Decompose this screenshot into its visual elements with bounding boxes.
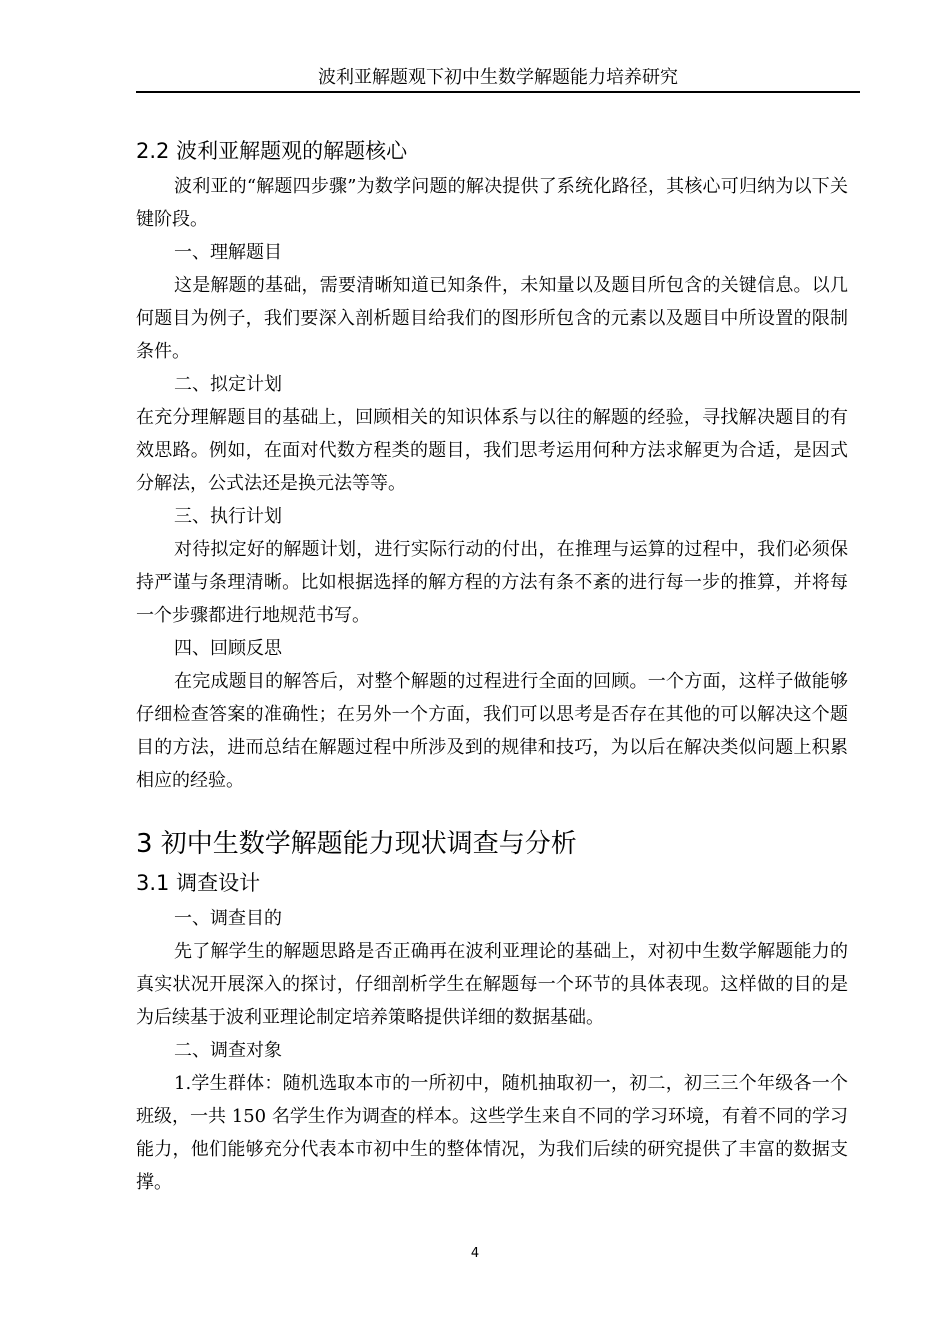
section-3-1-heading: 3.1 调查设计 [136, 871, 261, 895]
page-body [136, 134, 848, 1199]
running-header: 波利亚解题观下初中生数学解题能力培养研究 [318, 67, 678, 88]
object-title: 二、调查对象 [174, 1040, 282, 1061]
page-number: 4 [470, 1246, 480, 1261]
step3-title: 三、执行计划 [174, 506, 282, 527]
object-body: 1.学生群体：随机选取本市的一所初中，随机抽取初一，初二，初三三个年级各一个班级，一共 150 名学生作为调查的样本。这些学生来自不同的学习环境，有着不同的学习能力，他们能够充分代表本市初中生的整体情况，为我们后续的研究提供了丰富的数据支撑。 [136, 1073, 848, 1193]
step3-body: 对待拟定好的解题计划，进行实际行动的付出，在推理与运算的过程中，我们必须保持严谨与条理清晰。比如根据选择的解方程的方法有条不紊的进行每一步的推算，并将每一个步骤都进行地规范书写。 [136, 539, 848, 626]
step1-title: 一、理解题目 [174, 242, 282, 263]
header-rule [136, 91, 860, 93]
step2-title: 二、拟定计划 [174, 374, 282, 395]
step4-body: 在完成题目的解答后，对整个解题的过程进行全面的回顾。一个方面，这样子做能够仔细检查答案的准确性；在另外一个方面，我们可以思考是否存在其他的可以解决这个题目的方法，进而总结在解题过程中所涉及到的规律和技巧，为以后在解决类似问题上积累相应的经验。 [136, 671, 848, 791]
step1-body: 这是解题的基础，需要清晰知道已知条件，未知量以及题目所包含的关键信息。以几何题目为例子，我们要深入剖析题目给我们的图形所包含的元素以及题目中所设置的限制条件。 [136, 275, 848, 362]
section-3-heading: 3 初中生数学解题能力现状调查与分析 [136, 829, 577, 859]
step4-title: 四、回顾反思 [174, 638, 282, 659]
section-2-2-heading: 2.2 波利亚解题观的解题核心 [136, 139, 408, 163]
purpose-title: 一、调查目的 [174, 908, 282, 929]
step2-body: 在充分理解题目的基础上，回顾相关的知识体系与以往的解题的经验，寻找解决题目的有效思路。例如，在面对代数方程类的题目，我们思考运用何种方法求解更为合适，是因式分解法，公式法还是换元法等等。 [136, 407, 848, 494]
section-2-2-intro: 波利亚的“解题四步骤”为数学问题的解决提供了系统化路径，其核心可归纳为以下关键阶段。 [136, 176, 848, 230]
purpose-body: 先了解学生的解题思路是否正确再在波利亚理论的基础上，对初中生数学解题能力的真实状况开展深入的探讨，仔细剖析学生在解题每一个环节的具体表现。这样做的目的是为后续基于波利亚理论制定培养策略提供详细的数据基础。 [136, 941, 848, 1028]
